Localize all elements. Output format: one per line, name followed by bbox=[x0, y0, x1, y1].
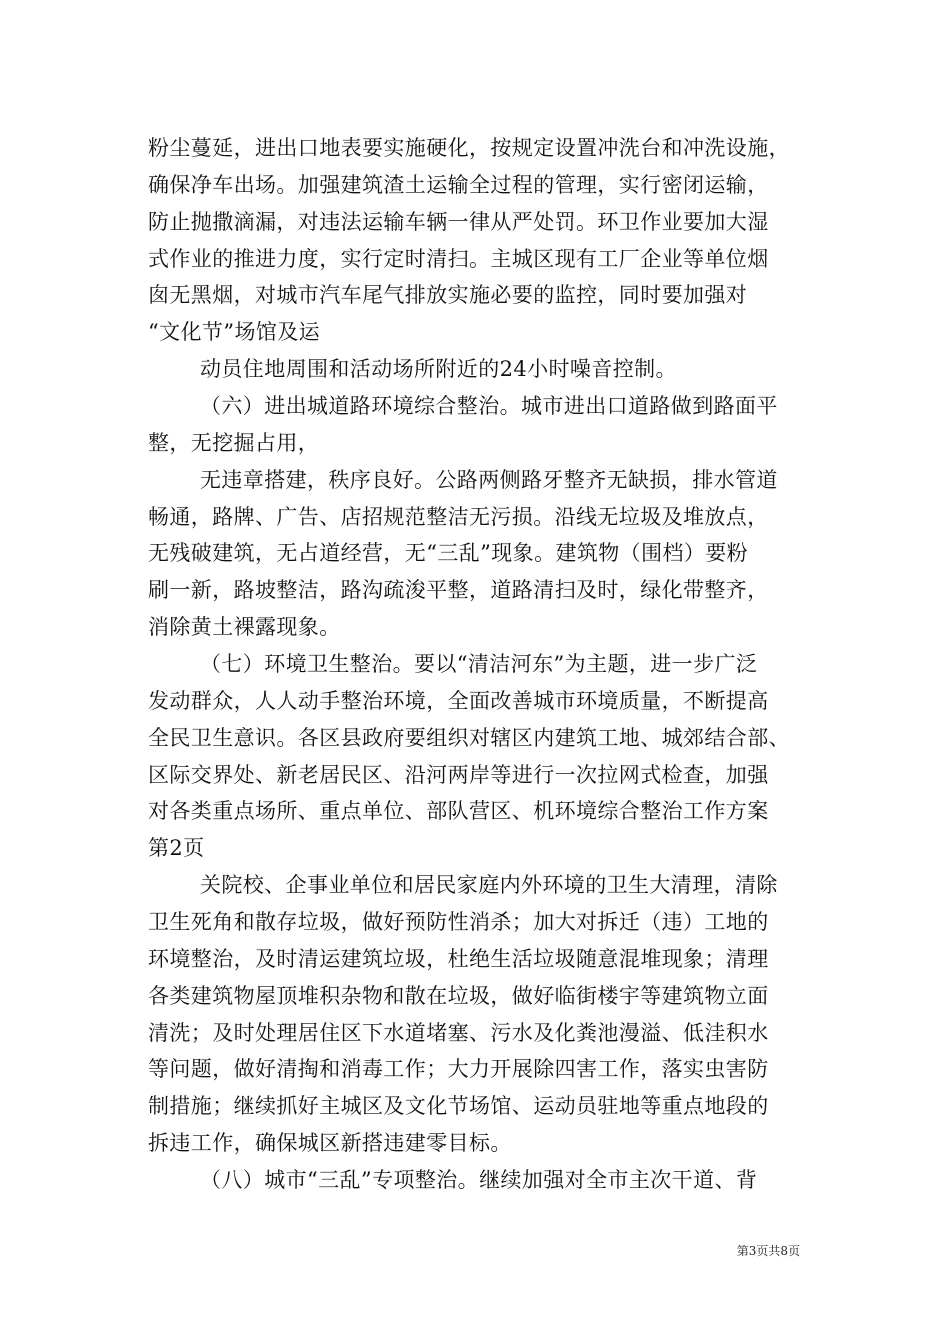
body-line: 关院校、企事业单位和居民家庭内外环境的卫生大清理，清除 bbox=[200, 873, 778, 898]
section-heading-7: （七）环境卫生整治。要以“清洁河东”为主题，进一步广泛 bbox=[200, 652, 758, 676]
body-line: 囱无黑烟，对城市汽车尾气排放实施必要的监控，同时要加强对 bbox=[148, 283, 748, 308]
section-heading-6: （六）进出城道路环境综合整治。城市进出口道路做到路面平 bbox=[200, 394, 778, 418]
body-line: “文化节”场馆及运 bbox=[148, 320, 321, 345]
body-line: 全民卫生意识。各区县政府要组织对辖区内建筑工地、城郊结合部、 bbox=[148, 725, 790, 750]
body-line: 无违章搭建，秩序良好。公路两侧路牙整齐无缺损，排水管道 bbox=[200, 467, 778, 492]
body-line: 卫生死角和散存垃圾，做好预防性消杀；加大对拆迁（违）工地的 bbox=[148, 910, 769, 934]
body-line: 确保净车出场。加强建筑渣土运输全过程的管理，实行密闭运输， bbox=[148, 172, 769, 197]
body-line: 无残破建筑，无占道经营，无“三乱”现象。建筑物（围档）要粉 bbox=[148, 541, 749, 566]
body-line: 整，无挖掘占用， bbox=[148, 430, 320, 455]
body-line: 刷一新，路坡整洁，路沟疏浚平整，道路清扫及时，绿化带整齐， bbox=[148, 578, 769, 603]
body-line: 对各类重点场所、重点单位、部队营区、机环境综合整治工作方案 bbox=[148, 799, 769, 824]
section-heading-8: （八）城市“三乱”专项整治。继续加强对全市主次干道、背 bbox=[200, 1168, 758, 1192]
body-line: 发动群众，人人动手整治环境，全面改善城市环境质量，不断提高 bbox=[148, 688, 769, 713]
body-line: 防止抛撒滴漏，对违法运输车辆一律从严处罚。环卫作业要加大湿 bbox=[148, 209, 769, 234]
body-line: 粉尘蔓延，进出口地表要实施硬化，按规定设置冲洗台和冲洗设施， bbox=[148, 136, 790, 160]
body-line: 消除黄土裸露现象。 bbox=[148, 615, 341, 640]
body-line: 拆违工作，确保城区新搭违建零目标。 bbox=[148, 1131, 512, 1156]
body-line: 畅通，路牌、广告、店招规范整洁无污损。沿线无垃圾及堆放点， bbox=[148, 504, 769, 529]
body-line: 制措施；继续抓好主城区及文化节场馆、运动员驻地等重点地段的 bbox=[148, 1094, 769, 1119]
body-line: 各类建筑物屋顶堆积杂物和散在垃圾，做好临街楼宇等建筑物立面 bbox=[148, 983, 769, 1008]
page-footer: 第3页共8页 bbox=[736, 1244, 800, 1258]
body-line: 动员住地周围和活动场所附近的24小时噪音控制。 bbox=[200, 357, 677, 382]
body-line: 等问题，做好清掏和消毒工作；大力开展除四害工作，落实虫害防 bbox=[148, 1057, 769, 1082]
body-line: 式作业的推进力度，实行定时清扫。主城区现有工厂企业等单位烟 bbox=[148, 246, 769, 271]
body-line: 环境整治，及时清运建筑垃圾，杜绝生活垃圾随意混堆现象；清理 bbox=[148, 946, 769, 971]
inline-page-marker: 第2页 bbox=[148, 836, 205, 861]
body-line: 区际交界处、新老居民区、沿河两岸等进行一次拉网式检查，加强 bbox=[148, 762, 769, 787]
body-line: 清洗；及时处理居住区下水道堵塞、污水及化粪池漫溢、低洼积水 bbox=[148, 1020, 769, 1045]
